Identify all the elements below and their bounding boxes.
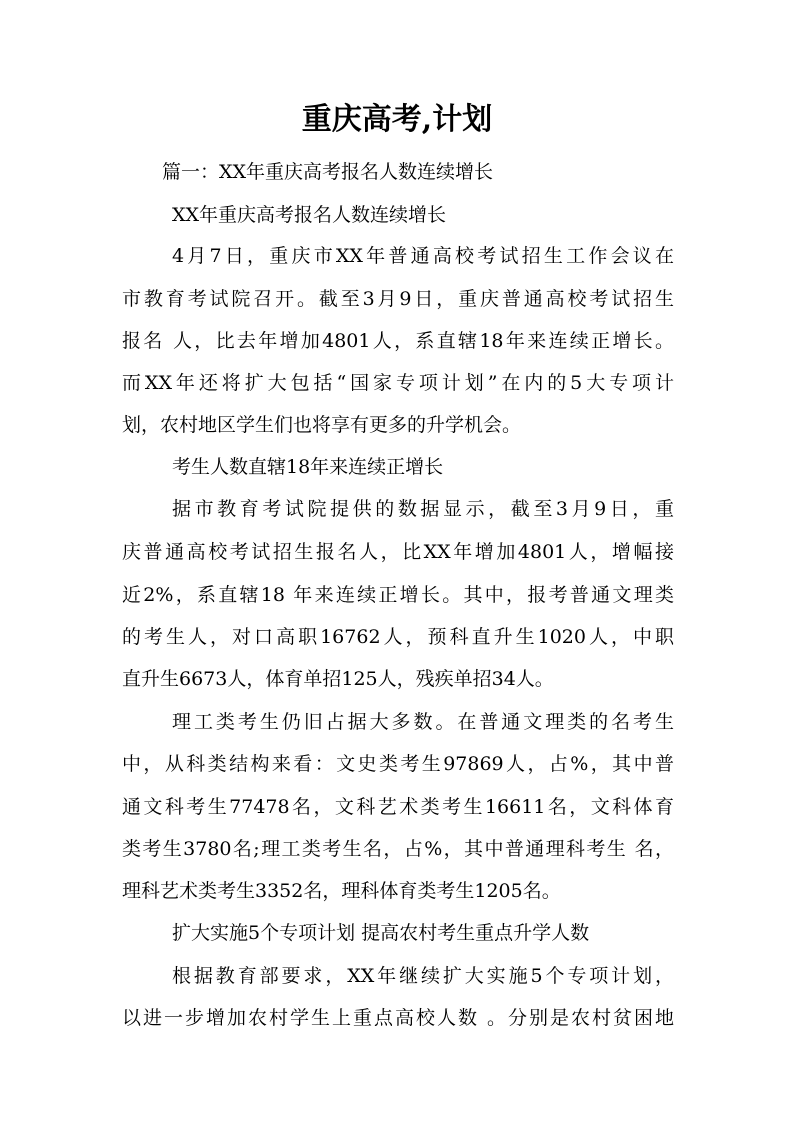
paragraph-line: 而XX年还将扩大包括“国家专项计划”在内的5大专项计 (122, 372, 674, 394)
paragraph-line: 报名 人，比去年增加4801人，系直辖18年来连续正增长。 (122, 330, 674, 352)
article-heading: 篇一：XX年重庆高考报名人数连续增长 (162, 161, 494, 183)
paragraph-line: 类考生3780名;理工类考生名，占%，其中普通理科考生 名， (122, 838, 674, 860)
article-subtitle: XX年重庆高考报名人数连续增长 (172, 204, 447, 226)
paragraph-line: 中，从科类结构来看：文史类考生97869人，占%，其中普 (122, 753, 674, 775)
paragraph-line: 直升生6673人，体育单招125人，残疾单招34人。 (122, 668, 554, 690)
paragraph-line: 的考生人，对口高职16762人，预科直升生1020人，中职 (122, 626, 674, 648)
paragraph-line: 通文科考生77478名，文科艺术类考生16611名，文科体育 (122, 796, 674, 818)
paragraph-line: 近2%，系直辖18 年来连续正增长。其中，报考普通文理类 (122, 584, 674, 606)
paragraph-line: 理科艺术类考生3352名，理科体育类考生1205名。 (122, 880, 561, 902)
paragraph-line: 据市教育考试院提供的数据显示，截至3月9日，重 (172, 498, 674, 520)
paragraph-line: 庆普通高校考试招生报名人，比XX年增加4801人，增幅接 (122, 541, 674, 563)
section-heading: 扩大实施5个专项计划 提高农村考生重点升学人数 (172, 922, 590, 944)
paragraph-line: 以进一步增加农村学生上重点高校人数 。分别是农村贫困地 (122, 1007, 674, 1029)
paragraph-line: 划，农村地区学生们也将享有更多的升学机会。 (122, 414, 522, 436)
document-title: 重庆高考,计划 (301, 102, 493, 137)
paragraph-line: 根据教育部要求，XX年继续扩大实施5个专项计划， (172, 965, 674, 987)
paragraph-line: 理工类考生仍旧占据大多数。在普通文理类的名考生 (172, 711, 674, 733)
paragraph-line: 市教育考试院召开。截至3月9日，重庆普通高校考试招生 (122, 288, 674, 310)
section-heading: 考生人数直辖18年来连续正增长 (172, 456, 444, 478)
paragraph-line: 4月7日，重庆市XX年普通高校考试招生工作会议在 (172, 245, 674, 267)
